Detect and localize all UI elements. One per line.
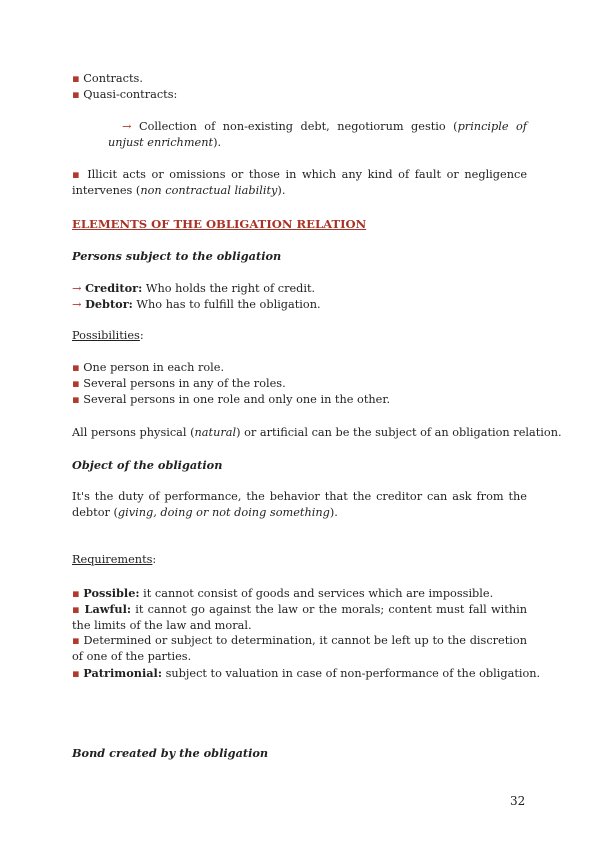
arrow-right-icon: → <box>72 282 82 295</box>
creditor-label: Creditor: <box>85 281 143 295</box>
patrimonial-text: subject to valuation in case of non-performance of the obligation. <box>162 667 541 680</box>
requirement-patrimonial <box>72 665 540 682</box>
bullet-icon: ▪ <box>72 377 80 390</box>
list-item-contracts <box>72 71 143 87</box>
bullet-icon: ▪ <box>72 168 82 181</box>
list-item-text: Quasi-contracts: <box>83 88 178 101</box>
possibilities-colon: : <box>139 329 144 342</box>
debtor-item <box>72 296 321 313</box>
object-paragraph <box>72 489 527 521</box>
creditor-text: Who holds the right of credit. <box>142 282 316 295</box>
quasi-contract-detail <box>108 119 527 151</box>
lawful-label: Lawful: <box>84 602 132 616</box>
object-text: It's the duty of performance, the behavior that the creditor can ask from the debtor ( <box>72 490 527 519</box>
requirement-possible <box>72 585 493 602</box>
lawful-text: it cannot go against the law or the morals; content must fall within the limits of the law and moral. <box>72 603 527 632</box>
quasi-end: ). <box>213 136 222 149</box>
quasi-text: Collection of non-existing debt, negotiorum gestio ( <box>138 120 458 133</box>
requirements-label <box>72 552 156 568</box>
arrow-right-icon: → <box>72 298 82 311</box>
requirements-label-text: Requirements <box>72 553 153 566</box>
list-item <box>72 392 390 408</box>
patrimonial-label: Patrimonial: <box>83 666 163 680</box>
list-item <box>72 360 224 376</box>
bullet-icon: ▪ <box>72 72 80 85</box>
list-item-text: Contracts. <box>83 72 143 85</box>
list-item-text: Several persons in one role and only one in the other. <box>83 393 391 406</box>
persons-heading: Persons subject to the obligation <box>72 249 282 263</box>
requirement-lawful <box>72 601 527 634</box>
determined-text: Determined or subject to determination, it cannot be left up to the discretion of one of the parties. <box>72 634 527 663</box>
quasi-italic: principle of unjust enrichment <box>108 120 527 149</box>
list-item-quasi-contracts <box>72 87 177 103</box>
all-persons-after: ) or artificial can be the subject of an obligation relation. <box>236 426 562 439</box>
possibilities-label-text: Possibilities <box>72 329 140 342</box>
list-item-illicit-acts <box>72 167 527 199</box>
bullet-icon: ▪ <box>72 361 80 374</box>
list-item-text: One person in each role. <box>83 361 225 374</box>
bullet-icon: ▪ <box>72 88 80 101</box>
object-heading: Object of the obligation <box>72 458 223 472</box>
list-item <box>72 376 286 392</box>
possibilities-label <box>72 328 144 344</box>
creditor-item <box>72 280 315 297</box>
list-item-text: Several persons in any of the roles. <box>83 377 286 390</box>
bullet-icon: ▪ <box>72 634 80 647</box>
possible-label: Possible: <box>83 586 140 600</box>
illicit-italic: non contractual liability <box>140 184 278 197</box>
arrow-right-icon: → <box>122 120 132 133</box>
bullet-icon: ▪ <box>72 587 80 600</box>
page-number: 32 <box>510 794 526 808</box>
illicit-text: Illicit acts or omissions or those in which any kind of fault or negligence intervenes ( <box>72 168 528 197</box>
bullet-icon: ▪ <box>72 667 80 680</box>
all-persons-italic: natural <box>194 426 237 439</box>
debtor-text: Who has to fulfill the obligation. <box>132 298 321 311</box>
requirements-colon: : <box>152 553 157 566</box>
all-persons-paragraph <box>72 425 562 441</box>
object-italic: giving, doing or not doing something <box>117 506 330 519</box>
requirement-determined <box>72 633 527 665</box>
illicit-end: ). <box>277 184 286 197</box>
bullet-icon: ▪ <box>72 603 81 616</box>
section-heading: ELEMENTS OF THE OBLIGATION RELATION <box>72 217 367 231</box>
bullet-icon: ▪ <box>72 393 80 406</box>
debtor-label: Debtor: <box>85 297 133 311</box>
possible-text: it cannot consist of goods and services which are impossible. <box>139 587 494 600</box>
all-persons-before: All persons physical ( <box>72 426 195 439</box>
object-end: ). <box>329 506 338 519</box>
bond-heading: Bond created by the obligation <box>72 746 269 760</box>
